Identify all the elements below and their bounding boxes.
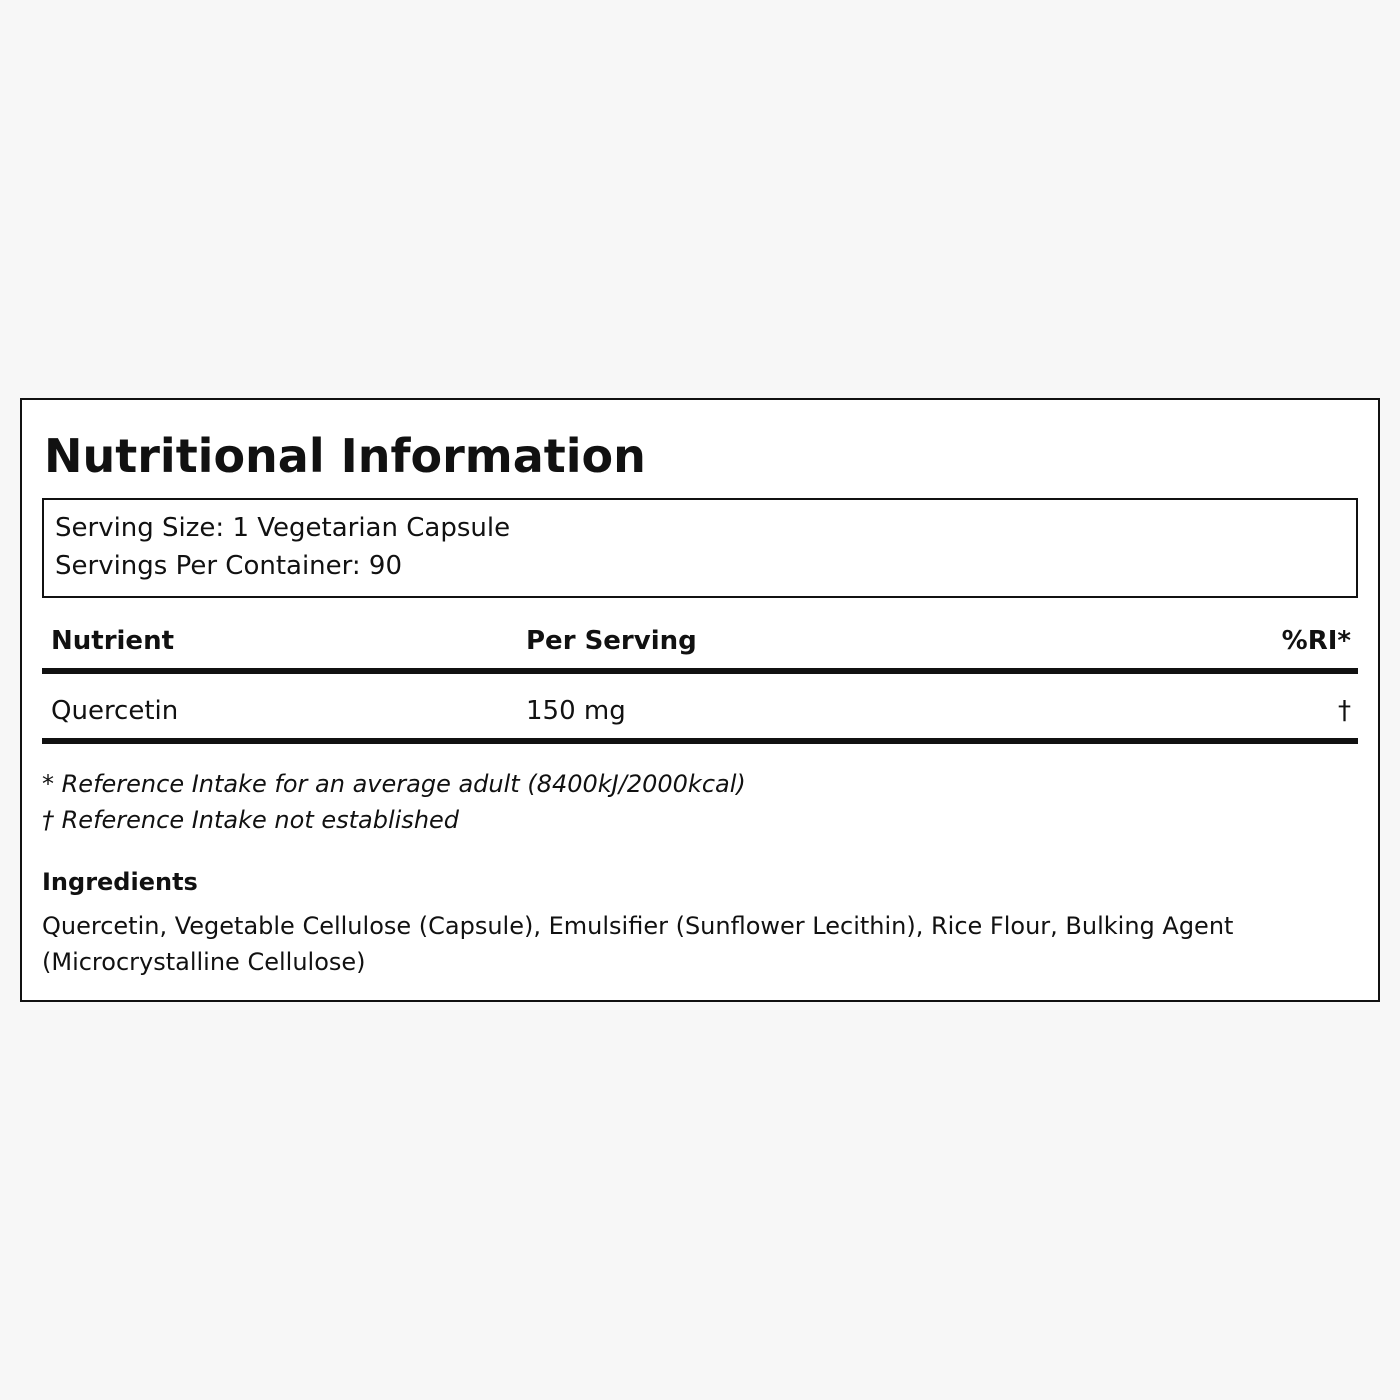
servings-per-container: Servings Per Container: 90 (55, 551, 403, 581)
table-bottom-divider (42, 738, 1358, 744)
nutrition-panel (20, 398, 1380, 1002)
page-title: Nutritional Information (44, 429, 646, 483)
nutrient-ri: † (1338, 696, 1351, 726)
header-per-serving: Per Serving (526, 626, 697, 656)
header-divider (42, 668, 1358, 674)
serving-info-box (42, 498, 1358, 598)
header-nutrient: Nutrient (51, 626, 175, 656)
header-ri: %RI* (1281, 626, 1351, 656)
nutrient-name: Quercetin (51, 696, 179, 726)
ingredients-heading: Ingredients (42, 868, 198, 896)
footnote-not-established: † Reference Intake not established (42, 806, 460, 834)
serving-size: Serving Size: 1 Vegetarian Capsule (55, 513, 511, 543)
nutrient-amount: 150 mg (526, 696, 626, 726)
footnote-reference-intake: * Reference Intake for an average adult (8400kJ/2000kcal) (42, 770, 746, 798)
ingredients-text: Quercetin, Vegetable Cellulose (Capsule), Emulsifier (Sunflower Lecithin), Rice Flour, Bulking Agent (Microcrystalline Cellulose) (42, 912, 1234, 976)
